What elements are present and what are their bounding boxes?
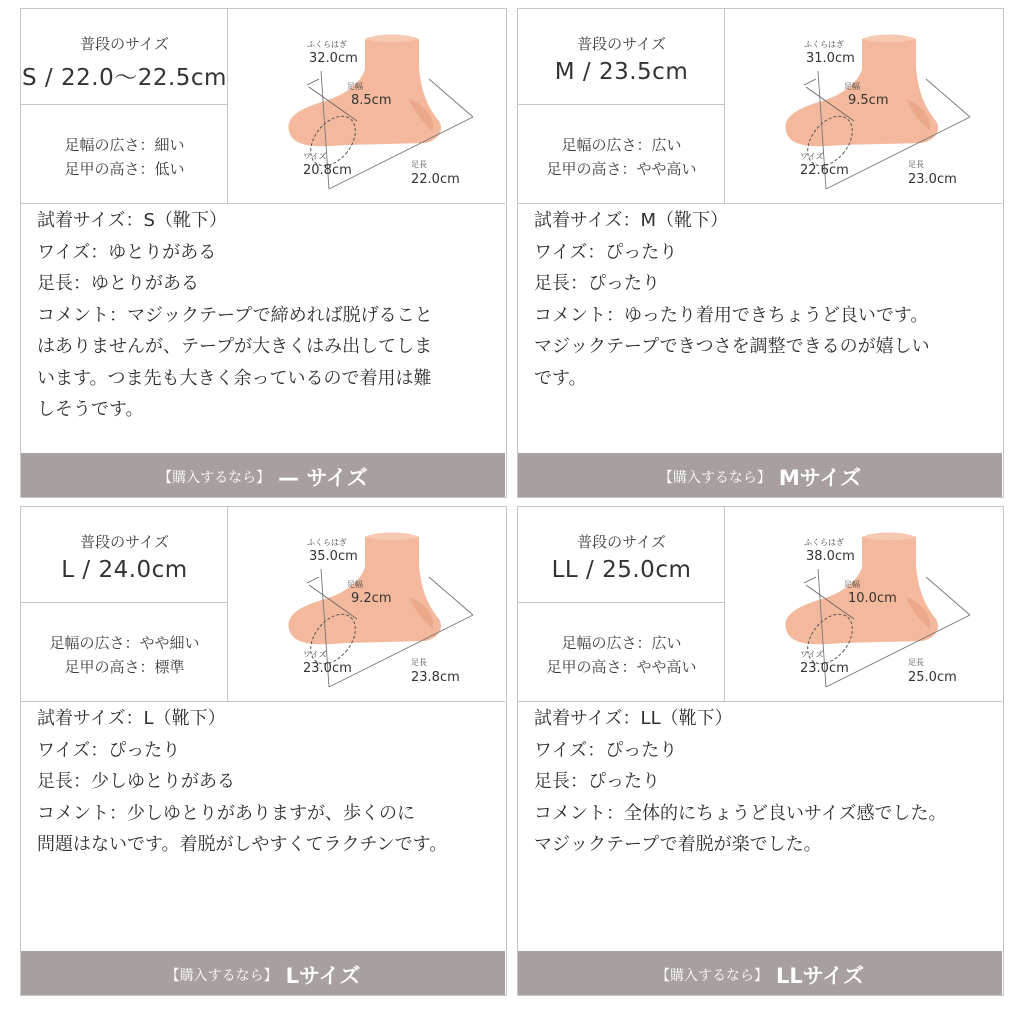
width-guide-tick	[804, 577, 816, 583]
usual-size-value: LL / 25.0cm	[551, 557, 692, 583]
buy-recommendation-size: Lサイズ	[285, 964, 361, 988]
review-line: コメント：ゆったり着用できちょうど良いです。	[534, 304, 929, 326]
buy-recommendation-prefix: 【購入するなら】	[165, 968, 278, 984]
usual-size-box	[21, 9, 228, 105]
usual-size-value: L / 24.0cm	[61, 557, 188, 583]
foot-shape-box	[21, 106, 228, 204]
wise-value: 23.0cm	[303, 661, 352, 676]
foot-measurement-diagram	[726, 9, 1002, 204]
wise-label: ワイズ	[800, 650, 824, 659]
foot-illustration	[726, 507, 1002, 702]
buy-recommendation-bar	[21, 951, 505, 995]
width-value: 9.2cm	[351, 591, 392, 606]
length-line-heel	[926, 577, 970, 615]
wise-label: ワイズ	[800, 152, 824, 161]
card-header	[21, 507, 505, 702]
width-value: 8.5cm	[351, 93, 392, 108]
usual-size-box	[518, 507, 725, 603]
length-label: 足長	[908, 658, 924, 667]
foot-shape-box	[21, 604, 228, 702]
review-line: はありませんが、テープが大きくはみ出してしま	[37, 336, 433, 357]
review-line: コメント：マジックテープで締めれば脱げること	[37, 304, 433, 326]
instep-height-text: 足甲の高さ：低い	[64, 160, 185, 178]
calf-value: 32.0cm	[309, 51, 358, 66]
review-line: 試着サイズ：L（靴下）	[37, 708, 226, 729]
foot-shape-box	[518, 106, 725, 204]
width-guide-tick	[804, 79, 816, 85]
instep-height-text: 足甲の高さ：やや高い	[546, 658, 697, 676]
review-line: しそうです。	[37, 399, 144, 420]
usual-size-box	[21, 507, 228, 603]
card-header	[518, 507, 1002, 702]
review-line: コメント：少しゆとりがありますが、歩くのに	[37, 802, 415, 824]
length-value: 25.0cm	[908, 670, 957, 685]
wise-value: 22.6cm	[800, 163, 849, 178]
review-text	[534, 205, 994, 394]
size-review-card	[517, 8, 1004, 498]
buy-recommendation-prefix: 【購入するなら】	[655, 968, 768, 984]
calf-label: ふくらはぎ	[307, 538, 347, 547]
usual-size-label: 普段のサイズ	[577, 35, 666, 53]
usual-size-label: 普段のサイズ	[80, 533, 169, 551]
foot-width-text: 足幅の広さ：細い	[64, 136, 185, 154]
review-text	[534, 703, 994, 861]
length-value: 22.0cm	[411, 172, 460, 187]
usual-size-box	[518, 9, 725, 105]
tester-info	[518, 507, 725, 702]
review-line: 足長：ぴったり	[534, 771, 660, 792]
foot-measurement-diagram	[229, 9, 505, 204]
review-line: 試着サイズ：S（靴下）	[37, 210, 227, 231]
foot-width-text: 足幅の広さ：広い	[561, 634, 682, 652]
usual-size-value: S / 22.0〜22.5cm	[22, 65, 227, 91]
calf-value: 35.0cm	[309, 549, 358, 564]
card-header	[21, 9, 505, 204]
calf-label: ふくらはぎ	[307, 40, 347, 49]
foot-measurement-diagram	[229, 507, 505, 702]
usual-size-value: M / 23.5cm	[554, 59, 689, 85]
review-line: 足長：少しゆとりがある	[37, 771, 235, 792]
length-value: 23.8cm	[411, 670, 460, 685]
size-review-card	[20, 8, 507, 498]
foot-illustration	[726, 9, 1002, 204]
wise-label: ワイズ	[303, 650, 327, 659]
width-value: 10.0cm	[848, 591, 897, 606]
calf-label: ふくらはぎ	[804, 538, 844, 547]
wise-label: ワイズ	[303, 152, 327, 161]
instep-height-text: 足甲の高さ：標準	[64, 658, 185, 676]
buy-recommendation-bar	[21, 453, 505, 497]
review-line: います。つま先も大きく余っているので着用は難	[37, 367, 432, 389]
card-header	[518, 9, 1002, 204]
foot-shape-box	[518, 604, 725, 702]
width-label: 足幅	[844, 580, 860, 589]
length-label: 足長	[411, 658, 427, 667]
size-review-card	[517, 506, 1004, 996]
wise-value: 20.8cm	[303, 163, 352, 178]
width-label: 足幅	[347, 580, 363, 589]
calf-label: ふくらはぎ	[804, 40, 844, 49]
review-line: 問題はないです。着脱がしやすくてラクチンです。	[37, 834, 448, 855]
review-line: ワイズ：ゆとりがある	[37, 241, 217, 263]
review-line: ワイズ：ぴったり	[37, 739, 181, 761]
calf-value: 31.0cm	[806, 51, 855, 66]
review-line: 足長：ゆとりがある	[37, 273, 199, 294]
buy-recommendation-size: Mサイズ	[778, 466, 862, 490]
buy-recommendation-size: LLサイズ	[775, 964, 865, 988]
review-line: マジックテープで着脱が楽でした。	[534, 834, 822, 855]
review-line: 試着サイズ：LL（靴下）	[534, 708, 733, 729]
tester-info	[518, 9, 725, 204]
buy-recommendation-bar	[518, 453, 1002, 497]
review-line: 試着サイズ：M（靴下）	[534, 210, 729, 231]
length-label: 足長	[411, 160, 427, 169]
length-value: 23.0cm	[908, 172, 957, 187]
foot-width-text: 足幅の広さ：やや細い	[49, 634, 200, 652]
foot-width-text: 足幅の広さ：広い	[561, 136, 682, 154]
review-line: ワイズ：ぴったり	[534, 241, 678, 263]
width-label: 足幅	[844, 82, 860, 91]
buy-recommendation-prefix: 【購入するなら】	[158, 470, 271, 486]
width-label: 足幅	[347, 82, 363, 91]
review-line: ワイズ：ぴったり	[534, 739, 678, 761]
width-value: 9.5cm	[848, 93, 889, 108]
calf-value: 38.0cm	[806, 549, 855, 564]
usual-size-label: 普段のサイズ	[577, 533, 666, 551]
review-text	[37, 205, 497, 426]
length-label: 足長	[908, 160, 924, 169]
foot-illustration	[229, 9, 505, 204]
foot-measurement-diagram	[726, 507, 1002, 702]
tester-info	[21, 9, 228, 204]
wise-value: 23.0cm	[800, 661, 849, 676]
length-line-heel	[926, 79, 970, 117]
length-line-heel	[429, 79, 473, 117]
buy-recommendation-size: — サイズ	[278, 466, 368, 490]
foot-illustration	[229, 507, 505, 702]
width-guide-tick	[307, 577, 319, 583]
review-line: マジックテープできつさを調整できるのが嬉しい	[534, 336, 930, 357]
review-line: 足長：ぴったり	[534, 273, 660, 294]
review-line: コメント：全体的にちょうど良いサイズ感でした。	[534, 802, 947, 824]
tester-info	[21, 507, 228, 702]
length-line-heel	[429, 577, 473, 615]
width-guide-tick	[307, 79, 319, 85]
review-line: です。	[534, 367, 587, 389]
review-text	[37, 703, 497, 861]
size-review-card	[20, 506, 507, 996]
buy-recommendation-prefix: 【購入するなら】	[658, 470, 771, 486]
instep-height-text: 足甲の高さ：やや高い	[546, 160, 697, 178]
usual-size-label: 普段のサイズ	[80, 35, 169, 53]
buy-recommendation-bar	[518, 951, 1002, 995]
